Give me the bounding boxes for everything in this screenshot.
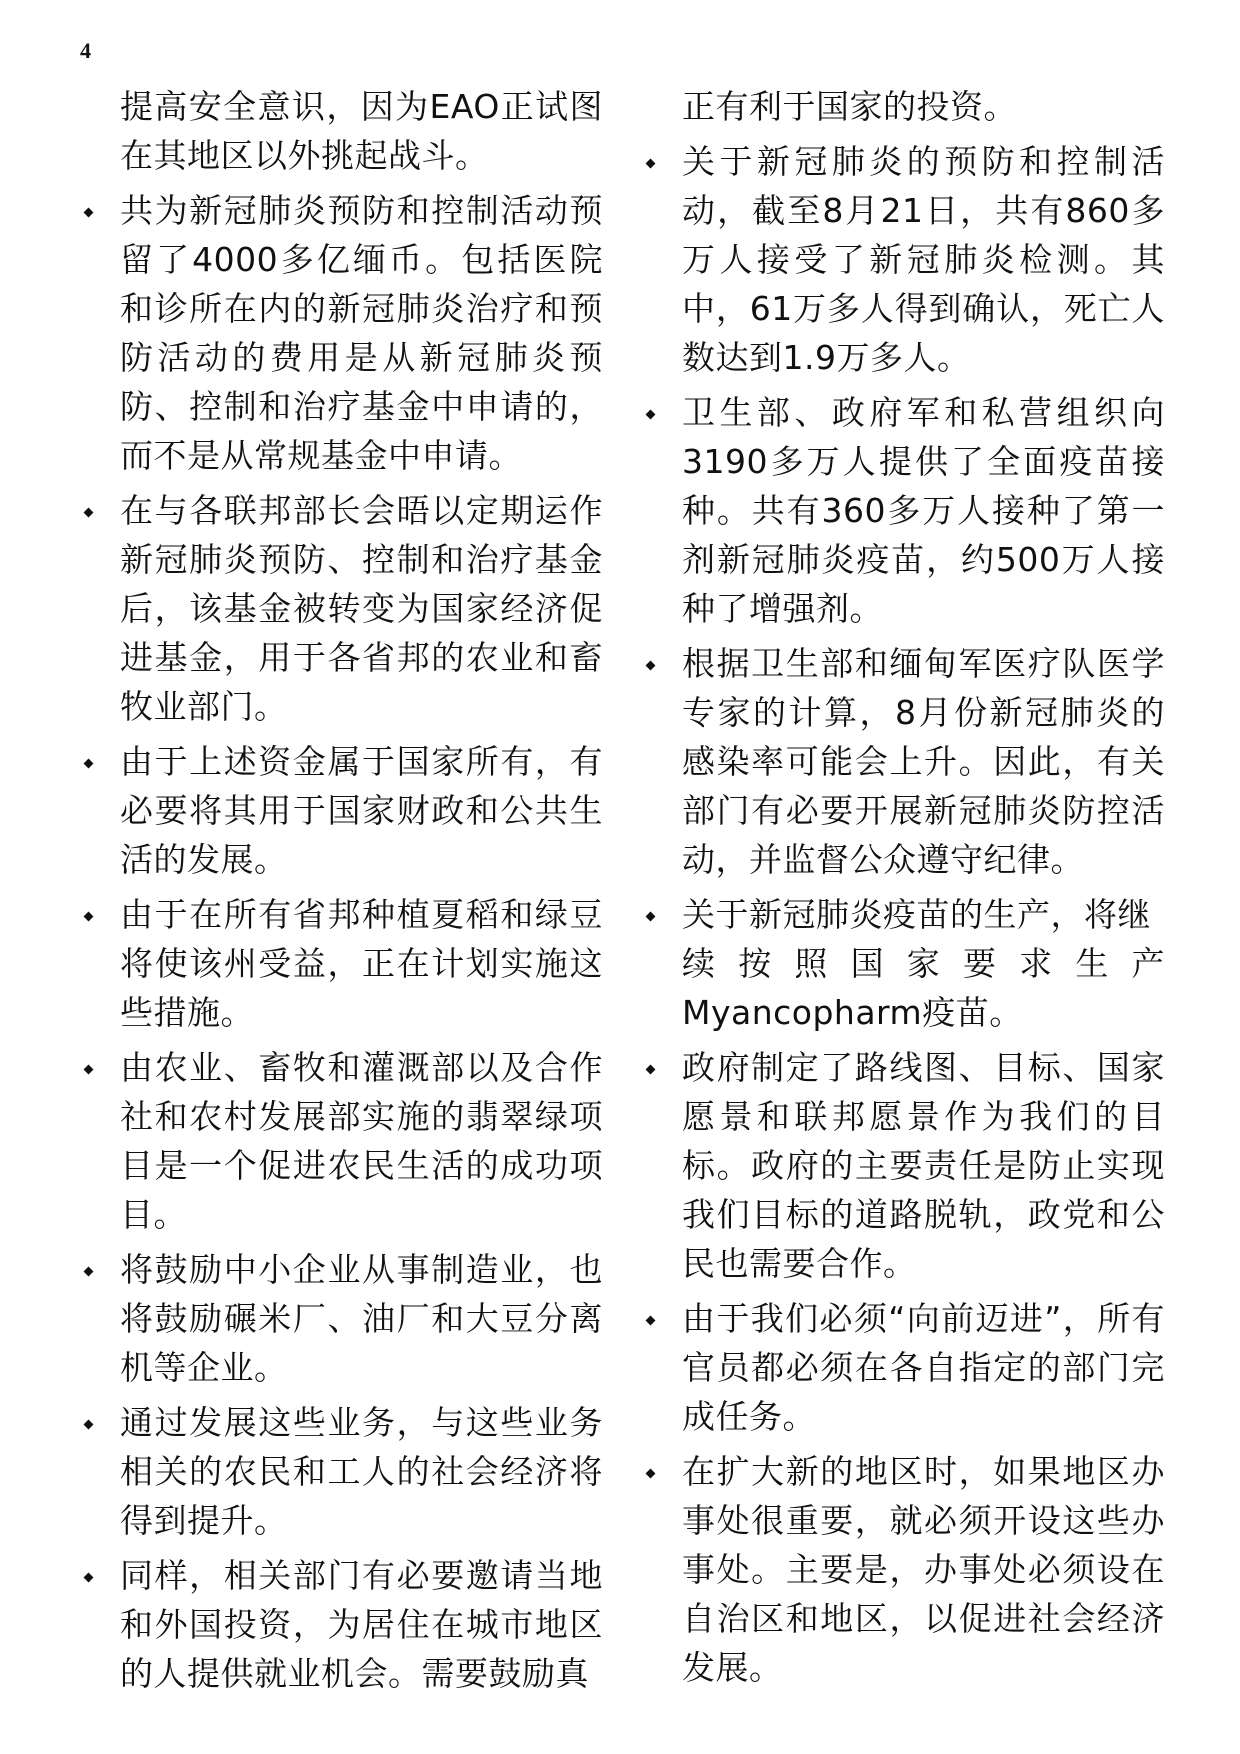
bullet-text: 在与各联邦部长会晤以定期运作新冠肺炎预防、控制和治疗基金后，该基金被转变为国家经济促进基金，用于各省邦的农业和畜牧业部门。 <box>120 491 603 726</box>
bullet-text: 通过发展这些业务，与这些业务相关的农民和工人的社会经济将得到提升。 <box>120 1403 603 1540</box>
diamond-bullet-icon <box>82 1418 94 1430</box>
diamond-bullet-icon <box>644 1467 656 1479</box>
bullet-item <box>682 890 1165 1037</box>
diamond-bullet-icon <box>644 408 656 420</box>
continuation-paragraph: 正有利于国家的投资。 <box>682 87 1017 126</box>
bullet-item <box>120 186 603 480</box>
spread-char: 按 <box>738 944 772 983</box>
bullet-text: 关于新冠肺炎的预防和控制活动，截至8月21日，共有860多万人接受了新冠肺炎检测。其中，61万多人得到确认，死亡人数达到1.9万多人。 <box>682 142 1165 377</box>
spread-char: 求 <box>1019 944 1053 983</box>
spread-char: 产 <box>1131 944 1165 983</box>
diamond-bullet-icon <box>82 1265 94 1277</box>
spread-char: 生 <box>1075 944 1109 983</box>
diamond-bullet-icon <box>644 1314 656 1326</box>
bullet-text: Myancopharm疫苗。 <box>682 993 1023 1032</box>
bullet-item <box>682 1447 1165 1692</box>
bullet-text: 根据卫生部和缅甸军医疗队医学专家的计算，8月份新冠肺炎的感染率可能会上升。因此，有关部门有必要开展新冠肺炎防控活动，并监督公众遵守纪律。 <box>682 644 1165 879</box>
spread-char: 要 <box>962 944 997 983</box>
spread-char: 家 <box>906 944 941 983</box>
bullet-text: 将鼓励中小企业从事制造业，也将鼓励碾米厂、油厂和大豆分离机等企业。 <box>120 1250 603 1387</box>
bullet-text: 由于上述资金属于国家所有，有必要将其用于国家财政和公共生活的发展。 <box>120 742 603 879</box>
bullet-text: 关于新冠肺炎疫苗的生产，将继 <box>682 895 1151 934</box>
bullet-item <box>120 1398 603 1545</box>
spread-char: 照 <box>794 944 828 983</box>
bullet-text: 由于在所有省邦种植夏稻和绿豆将使该州受益，正在计划实施这些措施。 <box>120 895 603 1032</box>
bullet-item <box>682 639 1165 884</box>
right-column <box>682 82 1165 1698</box>
bullet-item <box>120 486 603 731</box>
bullet-text: 在扩大新的地区时，如果地区办事处很重要，就必须开设这些办事处。主要是，办事处必须设在自治区和地区，以促进社会经济发展。 <box>682 1452 1165 1687</box>
justified-line <box>682 939 1165 988</box>
left-column <box>120 82 603 1704</box>
page-number: 4 <box>80 38 91 63</box>
diamond-bullet-icon <box>644 910 656 922</box>
bullet-text: 共为新冠肺炎预防和控制活动预留了4000多亿缅币。包括医院和诊所在内的新冠肺炎治疗和预防活动的费用是从新冠肺炎预防、控制和治疗基金中申请的，而不是从常规基金中申请。 <box>120 191 603 475</box>
bullet-text: 由于我们必须“向前迈进”，所有官员都必须在各自指定的部门完成任务。 <box>682 1299 1165 1436</box>
diamond-bullet-icon <box>82 910 94 922</box>
bullet-item <box>682 1294 1165 1441</box>
spread-char: 国 <box>850 944 885 983</box>
bullet-text: 政府制定了路线图、目标、国家愿景和联邦愿景作为我们的目标。政府的主要责任是防止实现我们目标的道路脱轨，政党和公民也需要合作。 <box>682 1048 1165 1283</box>
diamond-bullet-icon <box>644 1063 656 1075</box>
bullet-item <box>120 1551 603 1698</box>
bullet-item <box>682 1043 1165 1288</box>
spread-char: 续 <box>682 944 716 983</box>
diamond-bullet-icon <box>82 757 94 769</box>
diamond-bullet-icon <box>82 1571 94 1583</box>
bullet-item <box>120 737 603 884</box>
continuation-paragraph: 提高安全意识，因为EAO正试图在其地区以外挑起战斗。 <box>120 87 603 175</box>
bullet-item <box>120 890 603 1037</box>
diamond-bullet-icon <box>82 206 94 218</box>
bullet-item <box>120 1043 603 1239</box>
diamond-bullet-icon <box>644 157 656 169</box>
bullet-text: 同样，相关部门有必要邀请当地和外国投资，为居住在城市地区的人提供就业机会。需要鼓励真 <box>120 1556 603 1693</box>
bullet-item <box>682 137 1165 382</box>
diamond-bullet-icon <box>644 659 656 671</box>
bullet-item <box>682 388 1165 633</box>
bullet-text: 卫生部、政府军和私营组织向3190多万人提供了全面疫苗接种。共有360多万人接种了第一剂新冠肺炎疫苗，约500万人接种了增强剂。 <box>682 393 1165 628</box>
diamond-bullet-icon <box>82 1063 94 1075</box>
bullet-text: 由农业、畜牧和灌溉部以及合作社和农村发展部实施的翡翠绿项目是一个促进农民生活的成功项目。 <box>120 1048 603 1234</box>
diamond-bullet-icon <box>82 506 94 518</box>
bullet-item <box>120 1245 603 1392</box>
